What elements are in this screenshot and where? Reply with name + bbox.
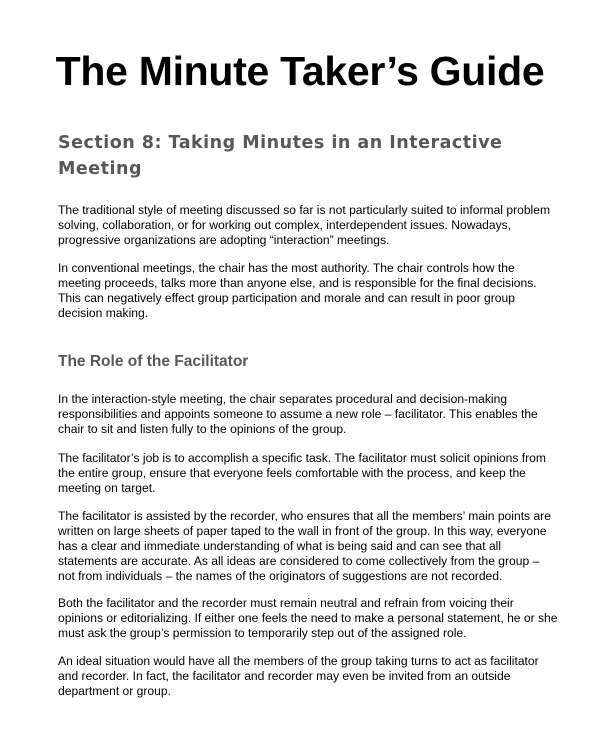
document-title: The Minute Taker’s Guide [55, 48, 545, 94]
section-heading: Section 8: Taking Minutes in an Interactive Meeting [58, 133, 503, 179]
facilitator-paragraph-3: The facilitator is assisted by the recorder, who ensures that all the members’ main points are written on large sheets of paper taped to the wall in front of the group. In this way, everyone has a clear and immediate understanding of what is being said and can see that all statements are accurate. As all ideas are considered to come collectively from the group – not from individuals – the names of the originators of suggestions are not recorded. [58, 509, 551, 583]
facilitator-paragraph-4: Both the facilitator and the recorder must remain neutral and refrain from voicing their opinions or editorializing. If either one feels the need to make a personal statement, he or she must ask the group’s permission to temporarily step out of the assigned role. [58, 596, 558, 640]
intro-paragraph-1: The traditional style of meeting discussed so far is not particularly suited to informal problem solving, collaboration, or for working out complex, interdependent issues. Nowadays, progressive organizations are adopting “interaction” meetings. [58, 203, 551, 247]
intro-paragraph-2: In conventional meetings, the chair has the most authority. The chair controls how the meeting proceeds, talks more than anyone else, and is responsible for the final decisions. This can negatively effect group participation and morale and can result in poor group decision making. [58, 261, 537, 320]
facilitator-paragraph-1: In the interaction-style meeting, the chair separates procedural and decision-making responsibilities and appoints someone to assume a new role – facilitator. This enables the chair to sit and listen fully to the opinions of the group. [58, 392, 538, 436]
facilitator-paragraph-5: An ideal situation would have all the members of the group taking turns to act as facilitator and recorder. In fact, the facilitator and recorder may even be invited from an outside department or group. [58, 654, 539, 698]
facilitator-paragraph-2: The facilitator’s job is to accomplish a specific task. The facilitator must solicit opinions from the entire group, ensure that everyone feels comfortable with the process, and keep the meeting on target. [58, 451, 546, 495]
facilitator-subheading: The Role of the Facilitator [58, 353, 249, 370]
